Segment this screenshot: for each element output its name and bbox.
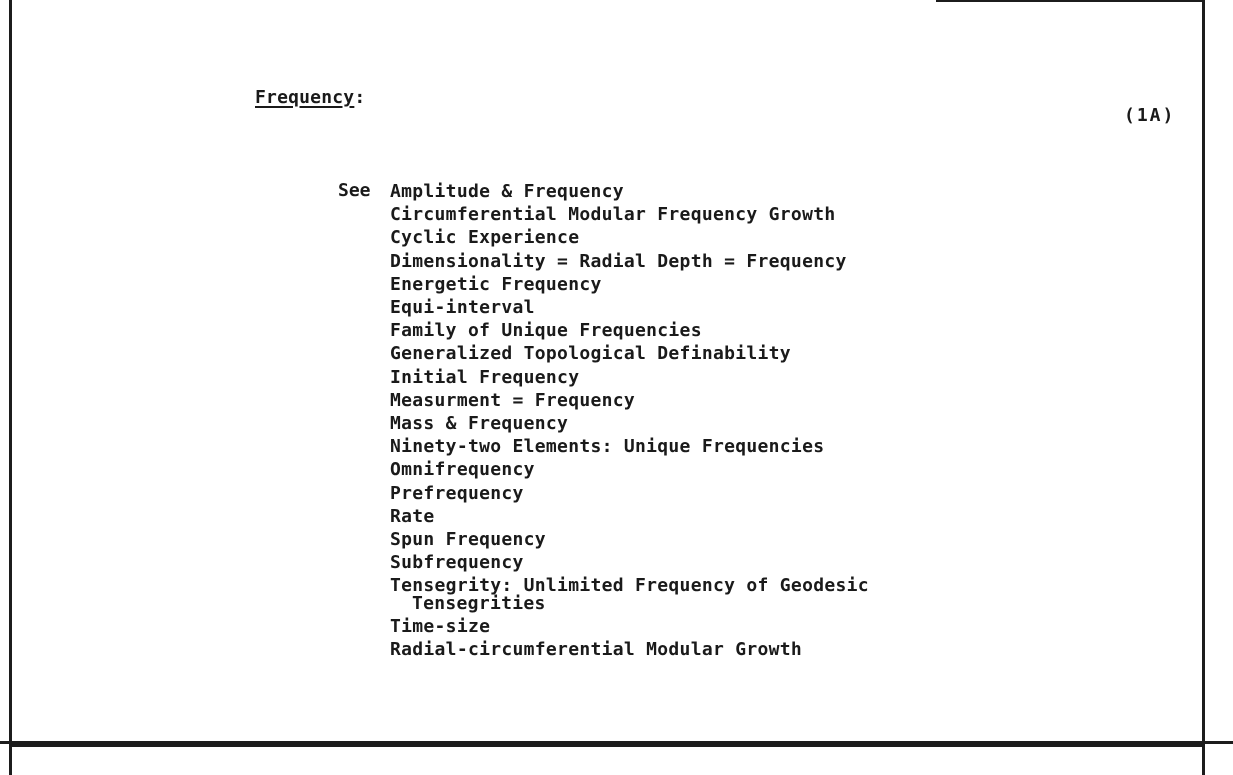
cross-reference-item: Circumferential Modular Frequency Growth bbox=[390, 204, 836, 226]
cross-reference-item: Dimensionality = Radial Depth = Frequency bbox=[390, 250, 847, 272]
next-card-edge bbox=[9, 744, 1205, 775]
cross-reference-item-continuation: Tensegrities bbox=[412, 592, 546, 614]
cross-reference-item: Rate bbox=[390, 505, 435, 527]
cross-reference-item: Subfrequency bbox=[390, 552, 524, 574]
cross-reference-item: Prefrequency bbox=[390, 482, 524, 504]
heading-colon: : bbox=[354, 87, 366, 108]
cross-reference-item: Energetic Frequency bbox=[390, 273, 602, 295]
cross-reference-item: Initial Frequency bbox=[390, 366, 580, 388]
cross-reference-item: Omnifrequency bbox=[390, 459, 535, 481]
cross-reference-item: Radial-circumferential Modular Growth bbox=[390, 639, 803, 661]
cross-reference-item: Equi-interval bbox=[390, 297, 535, 319]
cross-reference-item: Mass & Frequency bbox=[390, 413, 569, 435]
cross-reference-item: Amplitude & Frequency bbox=[390, 181, 624, 202]
heading-word: Frequency bbox=[255, 87, 355, 108]
cross-reference-item: Family of Unique Frequencies bbox=[390, 320, 702, 342]
cross-reference-item: Cyclic Experience bbox=[390, 227, 580, 249]
cross-reference-item: Tensegrity: Unlimited Frequency of Geodesic bbox=[390, 575, 869, 597]
cross-reference-item: Measurment = Frequency bbox=[390, 389, 636, 411]
cross-reference-item: Ninety-two Elements: Unique Frequencies bbox=[390, 436, 825, 458]
card-top-edge bbox=[936, 0, 1202, 2]
entry-heading bbox=[255, 87, 365, 108]
cross-reference-item: Spun Frequency bbox=[390, 529, 546, 551]
cross-reference-item: Time-size bbox=[390, 615, 491, 637]
card-code: (1A) bbox=[1124, 105, 1176, 126]
cross-reference-item: Generalized Topological Definability bbox=[390, 343, 791, 365]
index-card bbox=[9, 0, 1205, 747]
see-label: See bbox=[338, 180, 371, 201]
cross-reference-list bbox=[390, 180, 869, 661]
